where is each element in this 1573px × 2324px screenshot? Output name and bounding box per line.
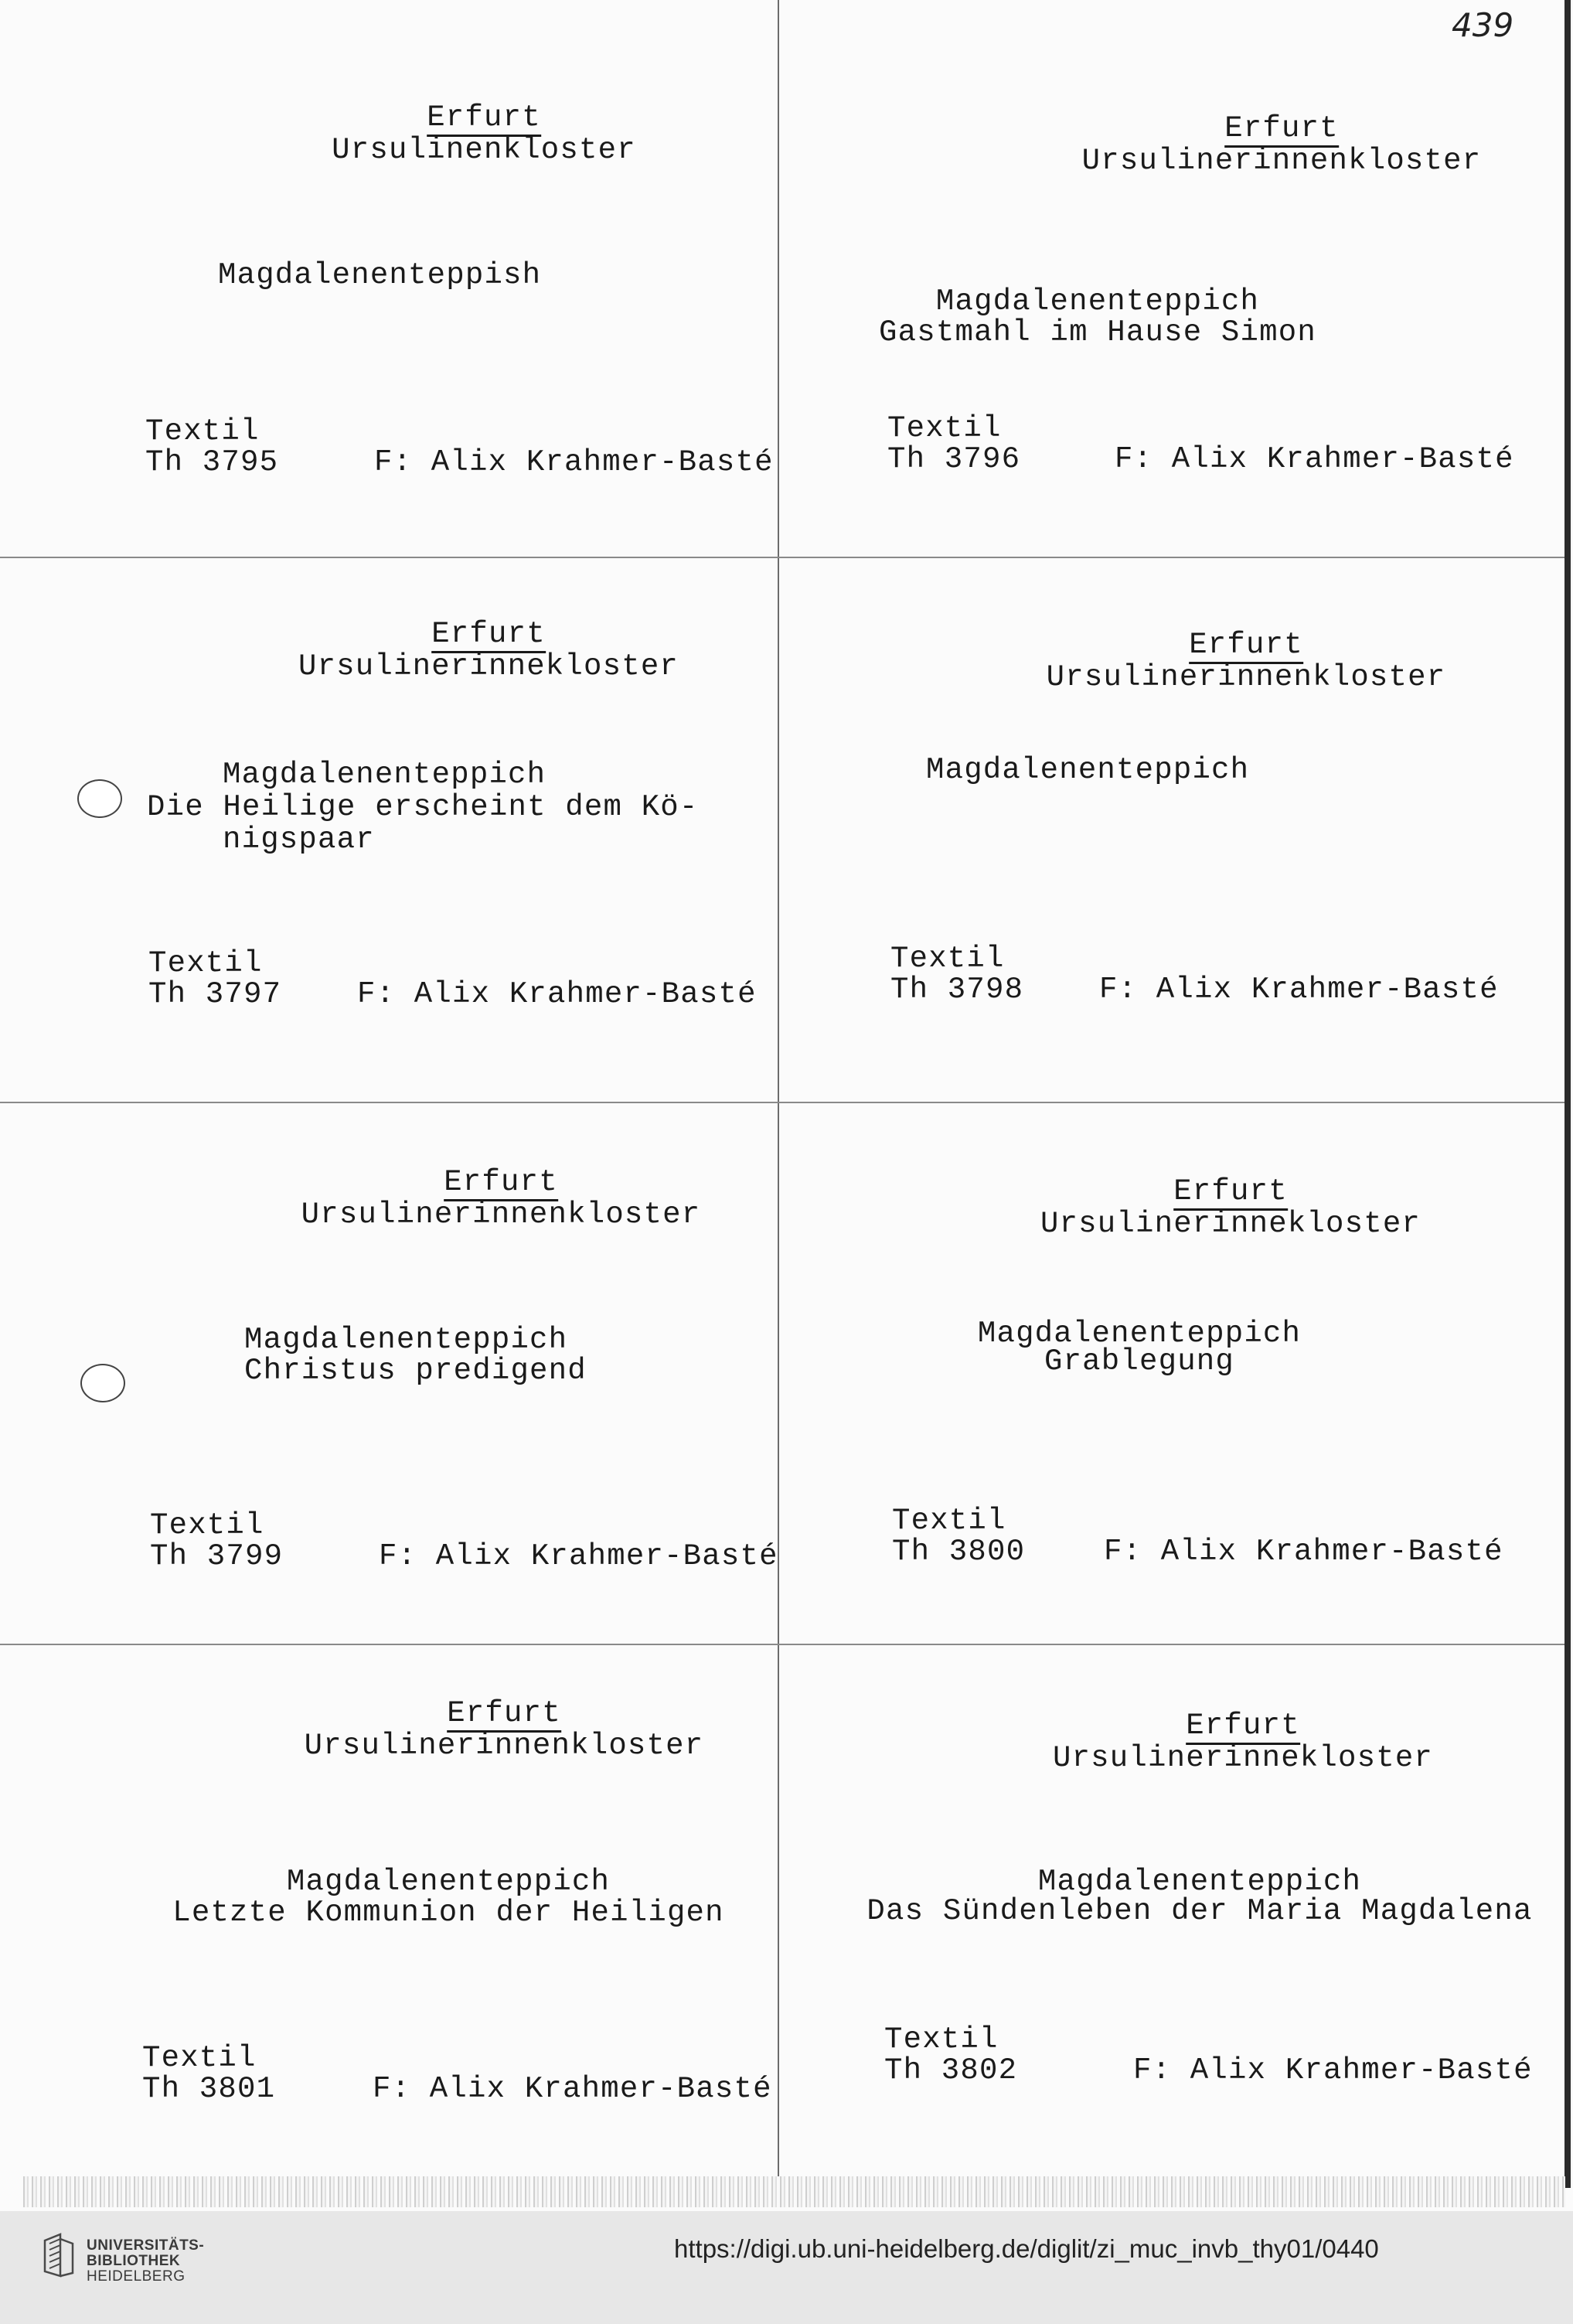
card-category: Textil: [887, 411, 1002, 445]
card-photographer: F: Alix Krahmer-Basté: [379, 1539, 778, 1573]
card-subtitle: Gastmahl im Hause Simon: [879, 315, 1316, 349]
card-institution: Ursulinerinnekloster: [298, 649, 679, 683]
logo-text: UNIVERSITÄTS-: [87, 2237, 205, 2254]
card-category: Textil: [892, 1504, 1006, 1538]
card-number: Th 3797: [148, 977, 282, 1011]
card-title: Magdalenenteppich: [286, 1865, 611, 1899]
card-place: Erfurt: [1224, 111, 1339, 148]
card-place: Erfurt: [431, 617, 546, 653]
card-category: Textil: [142, 2041, 257, 2075]
card-photographer: F: Alix Krahmer-Basté: [1115, 442, 1514, 476]
card-title: Magdalenenteppich: [1037, 1865, 1362, 1899]
card-place: Erfurt: [427, 101, 541, 137]
card-place: Erfurt: [1186, 1709, 1300, 1745]
card-title: Magdalenenteppich: [977, 1317, 1302, 1351]
viewer-footer: [0, 2211, 1573, 2324]
card-subtitle: Grablegung: [1044, 1344, 1235, 1378]
card-photographer: F: Alix Krahmer-Basté: [373, 2072, 772, 2106]
punch-hole: [77, 779, 122, 818]
card-category: Textil: [884, 2022, 999, 2057]
card-institution: Ursulinerinnekloster: [1052, 1741, 1434, 1775]
card-photographer: F: Alix Krahmer-Basté: [357, 977, 757, 1011]
card-title: Magdalenenteppich: [935, 285, 1260, 319]
card-place: Erfurt: [1173, 1174, 1288, 1211]
card-subtitle: Die Heilige erscheint dem Kö-: [147, 790, 699, 824]
card-photographer: F: Alix Krahmer-Basté: [374, 445, 774, 479]
card-number: Th 3798: [890, 973, 1024, 1007]
row-divider: [0, 1644, 1564, 1645]
card-photographer: F: Alix Krahmer-Basté: [1133, 2053, 1533, 2087]
scan-edge: [23, 2176, 1565, 2207]
card-title: Magdalenenteppich: [926, 753, 1250, 787]
card-category: Textil: [145, 414, 260, 448]
card-photographer: F: Alix Krahmer-Basté: [1104, 1535, 1503, 1569]
card-photographer: F: Alix Krahmer-Basté: [1099, 973, 1499, 1007]
card-title: Magdalenenteppich: [223, 758, 546, 792]
row-divider: [0, 557, 1564, 558]
page-number: 439: [1452, 6, 1514, 44]
column-divider: [778, 0, 779, 2176]
card-number: Th 3799: [150, 1539, 284, 1573]
card-place: Erfurt: [447, 1696, 561, 1733]
card-place: Erfurt: [1189, 628, 1303, 664]
library-logo-icon: [42, 2233, 77, 2279]
card-institution: Ursulinenkloster: [332, 133, 636, 167]
card-number: Th 3795: [145, 445, 279, 479]
card-category: Textil: [148, 946, 263, 980]
logo-text: HEIDELBERG: [87, 2268, 186, 2285]
sheet-edge: [1564, 0, 1571, 2188]
card-institution: Ursulinerinnenkloster: [304, 1729, 704, 1763]
card-number: Th 3800: [892, 1535, 1026, 1569]
card-number: Th 3796: [887, 442, 1021, 476]
punch-hole: [80, 1364, 125, 1402]
page-url-link[interactable]: https://digi.ub.uni-heidelberg.de/diglit/zi_muc_invb_thy01/0440: [674, 2234, 1379, 2263]
card-number: Th 3801: [142, 2072, 276, 2106]
card-institution: Ursulinerinnekloster: [1040, 1207, 1421, 1241]
card-institution: Ursulinerinnenkloster: [1081, 144, 1482, 178]
card-place: Erfurt: [444, 1165, 558, 1201]
card-subtitle-cont: nigspaar: [223, 823, 375, 857]
row-divider: [0, 1102, 1564, 1103]
card-subtitle: Christus predigend: [244, 1354, 587, 1388]
card-category: Textil: [150, 1508, 264, 1542]
card-institution: Ursulinerinnenkloster: [1046, 660, 1446, 694]
logo-text: BIBLIOTHEK: [87, 2253, 181, 2269]
card-title: Magdalenenteppish: [218, 258, 542, 292]
card-category: Textil: [890, 942, 1005, 976]
card-title: Magdalenenteppich: [244, 1323, 568, 1357]
card-institution: Ursulinerinnenkloster: [301, 1198, 701, 1232]
card-number: Th 3802: [884, 2053, 1018, 2087]
card-subtitle: Das Sündenleben der Maria Magdalena: [867, 1894, 1533, 1928]
card-subtitle: Letzte Kommunion der Heiligen: [172, 1896, 724, 1930]
